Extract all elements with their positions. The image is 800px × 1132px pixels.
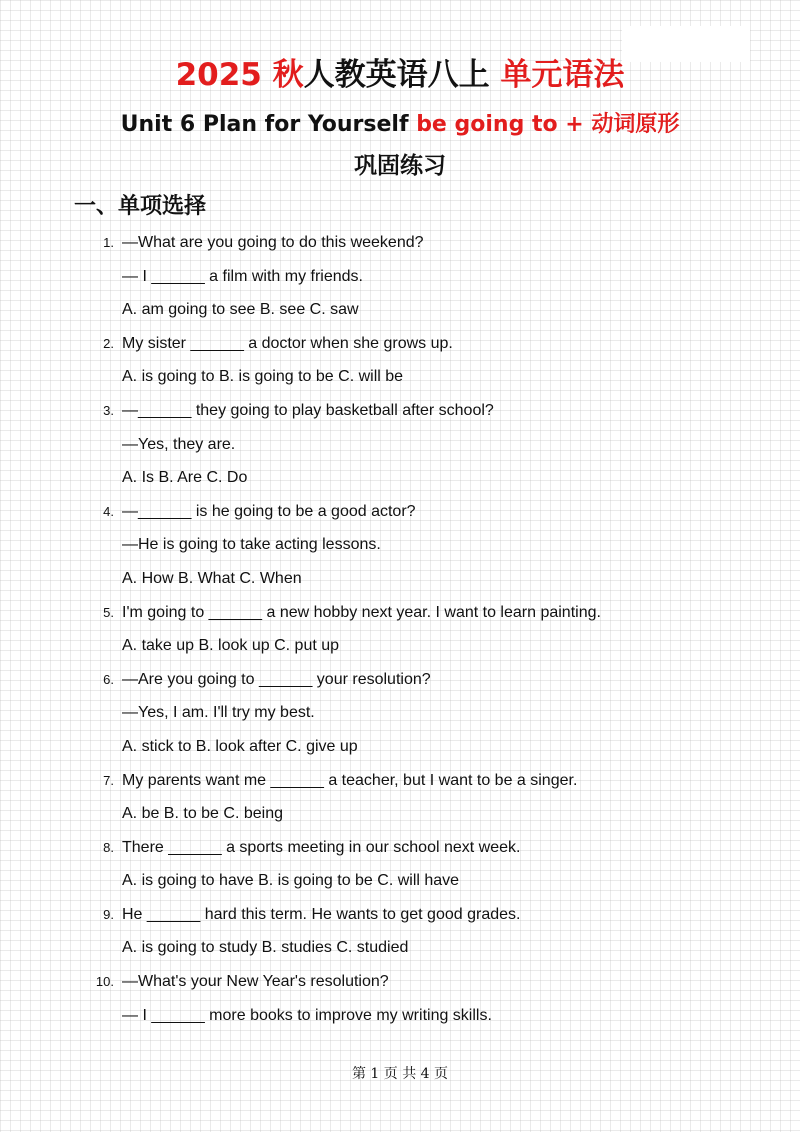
title-course: 人教英语八上: [303, 57, 501, 93]
question-number: 2.: [103, 335, 114, 351]
question-text: A. is going to B. is going to be C. will be: [122, 368, 404, 386]
question-stem: [0, 898, 800, 932]
question-number: 10.: [95, 974, 114, 990]
question-stem: [0, 965, 800, 999]
question-line: [0, 461, 800, 495]
question-text: There ______ a sports meeting in our school next week.: [122, 838, 521, 856]
question-line: [0, 360, 800, 394]
question-number: 1.: [103, 235, 114, 250]
question-stem: [0, 226, 800, 260]
grammar-point: be going to + 动词原形: [416, 112, 680, 137]
question-text: —______ is he going to be a good actor?: [122, 502, 416, 520]
question-text: My sister ______ a doctor when she grows up.: [122, 334, 453, 352]
question-text: —Yes, they are.: [122, 435, 236, 453]
question-line: [0, 428, 800, 462]
question-text: A. is going to have B. is going to be C. will have: [122, 872, 460, 890]
question-stem: [0, 327, 800, 361]
question-text: —Are you going to ______ your resolution?: [122, 670, 431, 688]
question-number: 4.: [103, 503, 114, 519]
question-line: [0, 562, 800, 596]
question-text: A. take up B. look up C. put up: [122, 637, 340, 655]
question-text: A. am going to see B. see C. saw: [122, 301, 359, 319]
page-footer: 第 1 页 共 4 页: [351, 1066, 449, 1082]
question-line: [0, 931, 800, 965]
question-number: 8.: [103, 839, 114, 855]
question-line: [0, 260, 800, 294]
question-number: 3.: [103, 402, 114, 418]
question-number: 5.: [103, 604, 114, 620]
question-line: [0, 864, 800, 898]
question-list: [0, 226, 800, 1032]
question-stem: [0, 831, 800, 865]
question-number: 7.: [103, 772, 114, 788]
question-text: —What are you going to do this weekend?: [122, 234, 424, 251]
question-text: — I ______ a film with my friends.: [122, 267, 363, 285]
question-text: A. Is B. Are C. Do: [122, 469, 248, 487]
section-title: 一、单项选择: [74, 194, 207, 219]
question-text: —Yes, I am. I'll try my best.: [122, 704, 315, 722]
question-line: [0, 696, 800, 730]
question-stem: [0, 596, 800, 630]
page-title: [0, 52, 800, 98]
question-text: —He is going to take acting lessons.: [122, 536, 381, 554]
question-line: [0, 730, 800, 764]
question-text: He ______ hard this term. He wants to get good grades.: [122, 905, 521, 923]
question-stem: [0, 764, 800, 798]
question-stem: [0, 495, 800, 529]
question-text: A. How B. What C. When: [122, 569, 302, 587]
question-line: [0, 797, 800, 831]
question-line: [0, 629, 800, 663]
question-stem: [0, 663, 800, 697]
question-text: —______ they going to play basketball after school?: [122, 401, 494, 419]
exercise-heading: 巩固练习: [354, 153, 446, 179]
question-line: [0, 999, 800, 1033]
question-text: I'm going to ______ a new hobby next year. I want to learn painting.: [122, 603, 601, 621]
title-year: 2025 秋: [175, 57, 304, 93]
question-line: [0, 293, 800, 327]
question-text: My parents want me ______ a teacher, but I want to be a singer.: [122, 771, 578, 789]
question-stem: [0, 394, 800, 428]
question-text: A. stick to B. look after C. give up: [122, 737, 358, 755]
question-number: 6.: [103, 671, 114, 687]
question-number: 9.: [103, 906, 114, 922]
question-text: A. be B. to be C. being: [122, 805, 283, 823]
question-text: — I ______ more books to improve my writing skills.: [122, 1006, 492, 1024]
unit-subtitle: [0, 108, 800, 142]
question-text: —What's your New Year's resolution?: [122, 973, 389, 991]
unit-name: Unit 6 Plan for Yourself: [120, 112, 417, 137]
title-topic: 单元语法: [500, 57, 625, 93]
question-line: [0, 528, 800, 562]
question-text: A. is going to study B. studies C. studied: [122, 939, 409, 957]
